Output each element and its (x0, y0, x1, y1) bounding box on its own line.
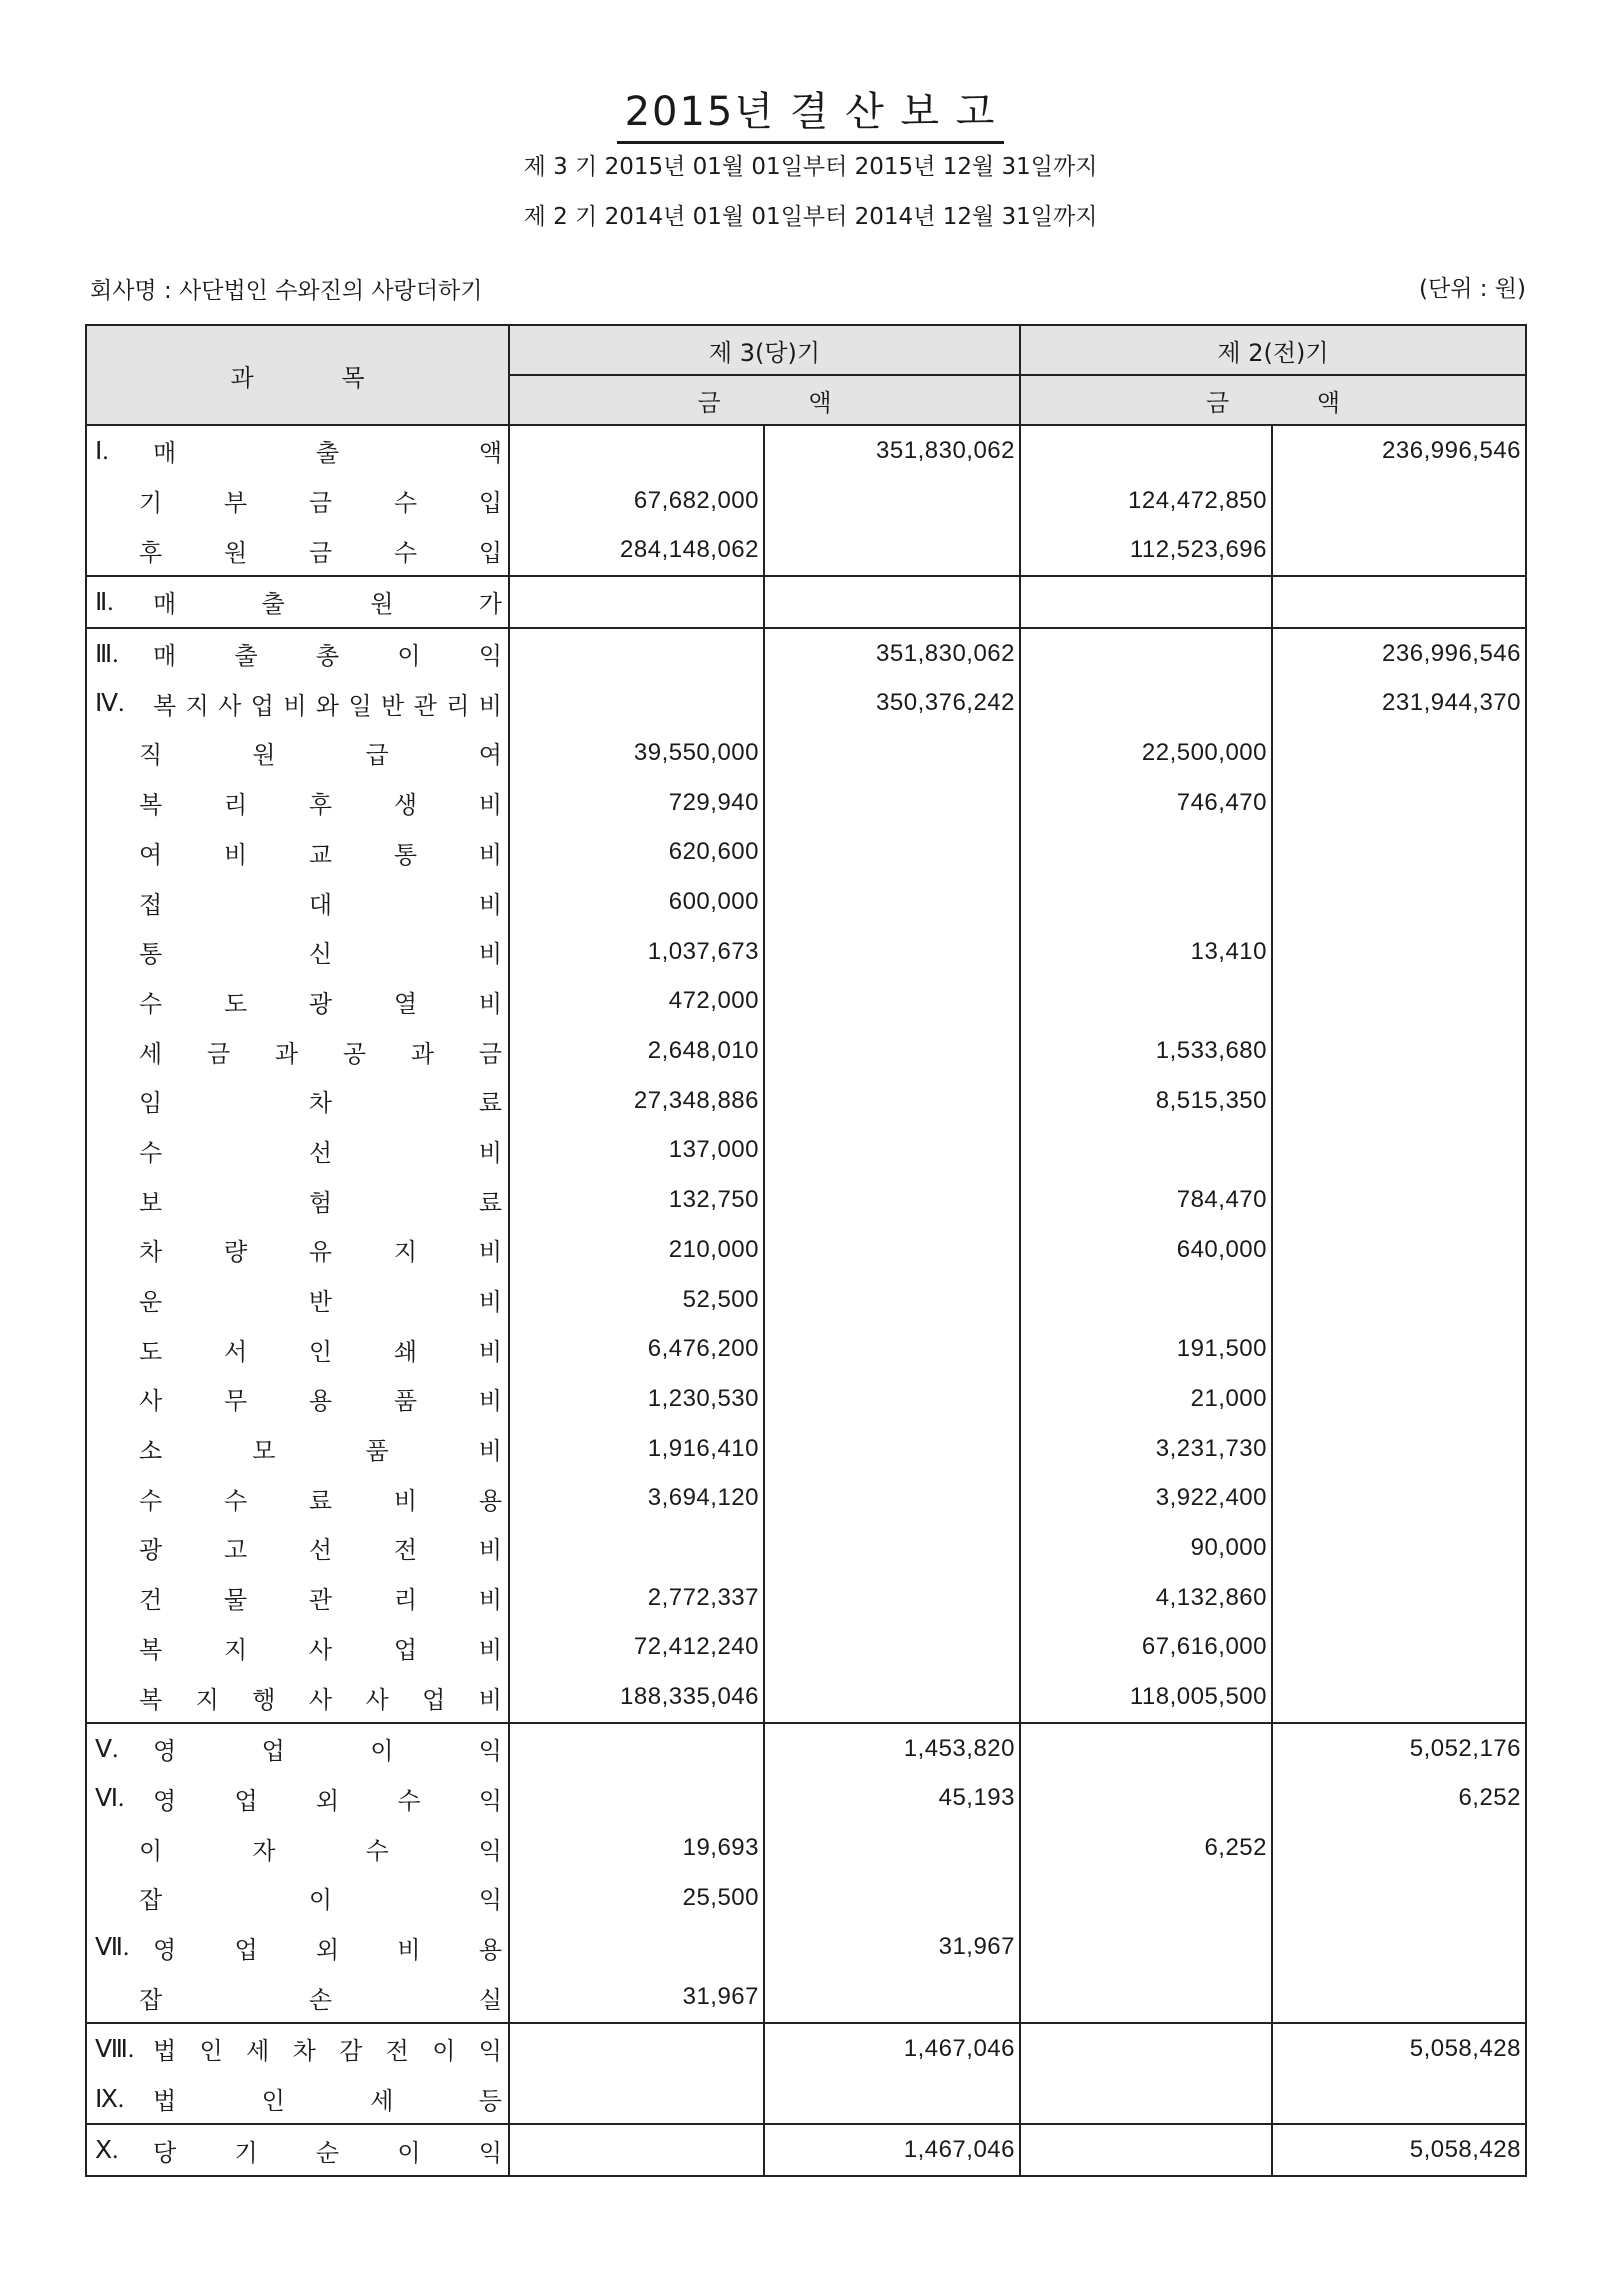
account-cell (86, 927, 509, 977)
account-name: 건 물 관 리 비 (139, 1586, 502, 1615)
current-detail-amount: 6,476,200 (509, 1324, 764, 1374)
section-numeral: Ⅶ. (95, 1934, 130, 1962)
current-total-amount: 1,467,046 (764, 2124, 1020, 2176)
account-name: 매 출 원 가 (153, 590, 502, 619)
prior-total-amount (1272, 525, 1526, 576)
current-total-amount (764, 2074, 1020, 2125)
current-total-amount (764, 828, 1020, 878)
current-detail-amount: 1,916,410 (509, 1424, 764, 1474)
section-numeral: Ⅱ. (95, 588, 114, 616)
prior-total-amount (1272, 1275, 1526, 1325)
table-row (86, 1873, 1526, 1923)
account-cell (86, 1026, 509, 1076)
prior-detail-amount (1020, 2124, 1272, 2176)
period-prior: 제 2 기 2014년 01월 01일부터 2014년 12월 31일까지 (523, 204, 1098, 230)
prior-total-amount (1272, 728, 1526, 778)
current-detail-amount: 52,500 (509, 1275, 764, 1325)
table-row (86, 2023, 1526, 2074)
account-name: 세 금 과 공 과 금 (139, 1039, 502, 1068)
table-row (86, 1972, 1526, 2023)
account-name: 후 원 금 수 입 (139, 538, 502, 567)
prior-total-amount (1272, 927, 1526, 977)
prior-detail-amount: 4,132,860 (1020, 1573, 1272, 1623)
table-row (86, 628, 1526, 679)
table-row (86, 1126, 1526, 1176)
current-total-amount: 351,830,062 (764, 425, 1020, 476)
prior-total-amount (1272, 977, 1526, 1027)
account-cell (86, 678, 509, 728)
prior-total-amount (1272, 1873, 1526, 1923)
account-cell (86, 1823, 509, 1873)
current-detail-amount: 39,550,000 (509, 728, 764, 778)
table-row (86, 828, 1526, 878)
section-numeral: Ⅳ. (95, 690, 125, 718)
prior-total-amount (1272, 1923, 1526, 1973)
prior-total-amount (1272, 1026, 1526, 1076)
prior-detail-amount: 3,922,400 (1020, 1473, 1272, 1523)
current-total-amount: 45,193 (764, 1774, 1020, 1824)
account-name: 보 험 료 (139, 1188, 502, 1217)
current-total-amount (764, 977, 1020, 1027)
account-cell (86, 1723, 509, 1774)
current-detail-amount (509, 576, 764, 628)
prior-detail-amount: 112,523,696 (1020, 525, 1272, 576)
current-total-amount (764, 1225, 1020, 1275)
prior-detail-amount (1020, 1275, 1272, 1325)
table-row (86, 2074, 1526, 2125)
table-row (86, 1275, 1526, 1325)
current-detail-amount: 1,230,530 (509, 1374, 764, 1424)
table-row (86, 1225, 1526, 1275)
table-row (86, 425, 1526, 476)
account-name: 기 부 금 수 입 (139, 489, 502, 518)
table-row (86, 1723, 1526, 1774)
account-name: 복 지 행 사 사 업 비 (139, 1685, 502, 1714)
current-detail-amount: 1,037,673 (509, 927, 764, 977)
prior-total-amount (1272, 476, 1526, 526)
account-name: 소 모 품 비 (139, 1437, 502, 1466)
account-name: 영 업 외 수 익 (153, 1786, 502, 1815)
prior-detail-amount (1020, 425, 1272, 476)
company-name: 회사명 : 사단법인 수와진의 사랑더하기 (90, 278, 483, 304)
prior-detail-amount (1020, 1972, 1272, 2023)
account-cell (86, 2023, 509, 2074)
current-detail-amount (509, 1723, 764, 1774)
account-cell (86, 1672, 509, 1723)
prior-total-amount (1272, 1972, 1526, 2023)
account-name: 여 비 교 통 비 (139, 840, 502, 869)
table-row (86, 1672, 1526, 1723)
current-total-amount (764, 1573, 1020, 1623)
table-row (86, 1573, 1526, 1623)
account-name: 차 량 유 지 비 (139, 1238, 502, 1267)
current-detail-amount: 132,750 (509, 1175, 764, 1225)
account-cell (86, 778, 509, 828)
account-cell (86, 1275, 509, 1325)
table-row (86, 1324, 1526, 1374)
prior-detail-amount (1020, 828, 1272, 878)
prior-total-amount (1272, 1573, 1526, 1623)
account-name: 매 출 액 (153, 439, 502, 468)
current-detail-amount: 620,600 (509, 828, 764, 878)
account-name: 직 원 급 여 (139, 741, 502, 770)
account-cell (86, 1623, 509, 1673)
current-total-amount (764, 1076, 1020, 1126)
table-row (86, 927, 1526, 977)
section-numeral: Ⅵ. (95, 1785, 125, 1813)
account-name: 잡 이 익 (139, 1886, 502, 1915)
account-name: 도 서 인 쇄 비 (139, 1337, 502, 1366)
prior-total-amount: 5,052,176 (1272, 1723, 1526, 1774)
unit-label: (단위 : 원) (1419, 276, 1526, 302)
prior-total-amount: 236,996,546 (1272, 628, 1526, 679)
account-cell (86, 476, 509, 526)
account-name: 광 고 선 전 비 (139, 1536, 502, 1565)
prior-total-amount (1272, 1623, 1526, 1673)
account-name: 복 리 후 생 비 (139, 791, 502, 820)
account-cell (86, 1774, 509, 1824)
current-detail-amount (509, 1774, 764, 1824)
current-total-amount (764, 1424, 1020, 1474)
current-detail-amount: 284,148,062 (509, 525, 764, 576)
prior-detail-amount (1020, 1774, 1272, 1824)
account-cell (86, 877, 509, 927)
prior-detail-amount: 124,472,850 (1020, 476, 1272, 526)
table-row (86, 877, 1526, 927)
account-name: 잡 손 실 (139, 1985, 502, 2014)
account-cell (86, 1076, 509, 1126)
current-detail-amount (509, 2023, 764, 2074)
current-total-amount (764, 1324, 1020, 1374)
account-cell (86, 1873, 509, 1923)
current-total-amount (764, 1873, 1020, 1923)
current-total-amount (764, 927, 1020, 977)
table-row (86, 678, 1526, 728)
header-account: 과 목 (86, 325, 509, 425)
current-detail-amount: 3,694,120 (509, 1473, 764, 1523)
prior-detail-amount: 1,533,680 (1020, 1026, 1272, 1076)
section-numeral: Ⅸ. (95, 2085, 125, 2113)
section-numeral: Ⅷ. (95, 2035, 135, 2063)
current-detail-amount: 729,940 (509, 778, 764, 828)
prior-total-amount (1272, 1225, 1526, 1275)
current-total-amount: 1,453,820 (764, 1723, 1020, 1774)
account-name: 법 인 세 차 감 전 이 익 (153, 2037, 502, 2066)
current-total-amount (764, 525, 1020, 576)
current-total-amount (764, 778, 1020, 828)
account-cell (86, 1175, 509, 1225)
table-row (86, 2124, 1526, 2176)
prior-detail-amount: 118,005,500 (1020, 1672, 1272, 1723)
current-detail-amount (509, 1923, 764, 1973)
account-name: 복 지 사 업 비 (139, 1635, 502, 1664)
prior-detail-amount: 6,252 (1020, 1823, 1272, 1873)
prior-detail-amount: 21,000 (1020, 1374, 1272, 1424)
prior-total-amount: 231,944,370 (1272, 678, 1526, 728)
table-row (86, 1076, 1526, 1126)
prior-detail-amount (1020, 678, 1272, 728)
header-prior-period: 제 2(전)기 (1020, 325, 1526, 375)
prior-total-amount (1272, 1823, 1526, 1873)
prior-total-amount: 5,058,428 (1272, 2023, 1526, 2074)
current-detail-amount (509, 678, 764, 728)
current-total-amount (764, 1623, 1020, 1673)
prior-detail-amount (1020, 877, 1272, 927)
current-total-amount (764, 877, 1020, 927)
current-total-amount (764, 1523, 1020, 1573)
account-name: 사 무 용 품 비 (139, 1387, 502, 1416)
account-cell (86, 1473, 509, 1523)
account-cell (86, 1126, 509, 1176)
account-name: 수 선 비 (139, 1138, 502, 1167)
prior-detail-amount: 784,470 (1020, 1175, 1272, 1225)
account-cell (86, 1374, 509, 1424)
account-name: 복 지 사 업 비 와 일 반 관 리 비 (153, 691, 502, 720)
table-row (86, 1923, 1526, 1973)
prior-total-amount (1272, 828, 1526, 878)
current-detail-amount (509, 628, 764, 679)
prior-detail-amount (1020, 576, 1272, 628)
account-cell (86, 576, 509, 628)
current-detail-amount: 188,335,046 (509, 1672, 764, 1723)
account-name: 수 수 료 비 용 (139, 1486, 502, 1515)
table-row (86, 525, 1526, 576)
current-total-amount (764, 1175, 1020, 1225)
current-detail-amount: 31,967 (509, 1972, 764, 2023)
prior-total-amount (1272, 1672, 1526, 1723)
account-name: 운 반 비 (139, 1288, 502, 1317)
account-cell (86, 728, 509, 778)
current-total-amount (764, 728, 1020, 778)
account-name: 이 자 수 익 (139, 1836, 502, 1865)
current-total-amount (764, 1672, 1020, 1723)
account-cell (86, 2124, 509, 2176)
prior-total-amount (1272, 1473, 1526, 1523)
current-detail-amount: 19,693 (509, 1823, 764, 1873)
table-row (86, 1523, 1526, 1573)
account-name: 임 차 료 (139, 1089, 502, 1118)
prior-total-amount (1272, 1374, 1526, 1424)
header-current-period: 제 3(당)기 (509, 325, 1020, 375)
table-row (86, 1823, 1526, 1873)
prior-total-amount (1272, 778, 1526, 828)
current-detail-amount: 67,682,000 (509, 476, 764, 526)
account-name: 매 출 총 이 익 (153, 642, 502, 671)
account-name: 수 도 광 열 비 (139, 989, 502, 1018)
prior-total-amount (1272, 2074, 1526, 2125)
account-cell (86, 1573, 509, 1623)
account-cell (86, 525, 509, 576)
prior-detail-amount (1020, 977, 1272, 1027)
prior-total-amount (1272, 1175, 1526, 1225)
section-numeral: Ⅹ. (95, 2137, 119, 2165)
current-total-amount (764, 1126, 1020, 1176)
section-numeral: Ⅴ. (95, 1735, 119, 1763)
account-cell (86, 1523, 509, 1573)
prior-detail-amount (1020, 2074, 1272, 2125)
account-cell (86, 1324, 509, 1374)
current-detail-amount: 600,000 (509, 877, 764, 927)
current-detail-amount (509, 1523, 764, 1573)
current-total-amount: 350,376,242 (764, 678, 1020, 728)
prior-total-amount (1272, 1076, 1526, 1126)
current-detail-amount: 2,648,010 (509, 1026, 764, 1076)
prior-total-amount (1272, 576, 1526, 628)
table-row (86, 1374, 1526, 1424)
header-current-amount: 금 액 (509, 375, 1020, 425)
prior-total-amount (1272, 877, 1526, 927)
prior-detail-amount (1020, 628, 1272, 679)
account-cell (86, 1225, 509, 1275)
prior-detail-amount (1020, 1723, 1272, 1774)
account-name: 통 신 비 (139, 940, 502, 969)
prior-detail-amount: 67,616,000 (1020, 1623, 1272, 1673)
account-cell (86, 828, 509, 878)
account-name: 영 업 이 익 (153, 1737, 502, 1766)
section-numeral: Ⅲ. (95, 640, 119, 668)
account-cell (86, 2074, 509, 2125)
table-row (86, 576, 1526, 628)
current-detail-amount: 210,000 (509, 1225, 764, 1275)
table-row (86, 778, 1526, 828)
current-total-amount (764, 1026, 1020, 1076)
account-name: 당 기 순 이 익 (153, 2138, 502, 2167)
prior-detail-amount: 90,000 (1020, 1523, 1272, 1573)
account-cell (86, 425, 509, 476)
current-detail-amount: 72,412,240 (509, 1623, 764, 1673)
current-detail-amount (509, 425, 764, 476)
table-row (86, 476, 1526, 526)
prior-detail-amount (1020, 1126, 1272, 1176)
current-total-amount (764, 476, 1020, 526)
account-cell (86, 1424, 509, 1474)
table-row (86, 1175, 1526, 1225)
income-statement-table (85, 324, 1527, 2177)
current-detail-amount: 472,000 (509, 977, 764, 1027)
current-detail-amount: 2,772,337 (509, 1573, 764, 1623)
prior-detail-amount: 13,410 (1020, 927, 1272, 977)
table-row (86, 1026, 1526, 1076)
account-name: 영 업 외 비 용 (153, 1935, 502, 1964)
current-detail-amount (509, 2124, 764, 2176)
current-detail-amount: 27,348,886 (509, 1076, 764, 1126)
account-cell (86, 1923, 509, 1973)
current-total-amount: 31,967 (764, 1923, 1020, 1973)
account-name: 접 대 비 (139, 890, 502, 919)
section-numeral: Ⅰ. (95, 437, 109, 465)
table-row (86, 1774, 1526, 1824)
table-row (86, 728, 1526, 778)
header-prior-amount: 금 액 (1020, 375, 1526, 425)
prior-total-amount (1272, 1424, 1526, 1474)
account-cell (86, 977, 509, 1027)
table-row (86, 1424, 1526, 1474)
current-total-amount (764, 576, 1020, 628)
prior-detail-amount: 746,470 (1020, 778, 1272, 828)
prior-total-amount (1272, 1126, 1526, 1176)
current-total-amount: 1,467,046 (764, 2023, 1020, 2074)
prior-total-amount: 5,058,428 (1272, 2124, 1526, 2176)
table-row (86, 1623, 1526, 1673)
prior-detail-amount (1020, 2023, 1272, 2074)
current-detail-amount: 25,500 (509, 1873, 764, 1923)
prior-total-amount (1272, 1523, 1526, 1573)
prior-detail-amount (1020, 1873, 1272, 1923)
current-total-amount (764, 1275, 1020, 1325)
prior-detail-amount (1020, 1923, 1272, 1973)
current-total-amount (764, 1972, 1020, 2023)
prior-detail-amount: 22,500,000 (1020, 728, 1272, 778)
current-total-amount (764, 1374, 1020, 1424)
current-total-amount (764, 1823, 1020, 1873)
prior-total-amount: 6,252 (1272, 1774, 1526, 1824)
table-row (86, 977, 1526, 1027)
prior-detail-amount: 3,231,730 (1020, 1424, 1272, 1474)
prior-total-amount: 236,996,546 (1272, 425, 1526, 476)
account-name: 법 인 세 등 (153, 2087, 502, 2116)
report-title: 2015년 결 산 보 고 (0, 80, 1621, 144)
current-total-amount (764, 1473, 1020, 1523)
account-cell (86, 628, 509, 679)
table-row (86, 1473, 1526, 1523)
prior-detail-amount: 8,515,350 (1020, 1076, 1272, 1126)
period-current: 제 3 기 2015년 01월 01일부터 2015년 12월 31일까지 (523, 154, 1098, 180)
account-cell (86, 1972, 509, 2023)
prior-detail-amount: 191,500 (1020, 1324, 1272, 1374)
prior-detail-amount: 640,000 (1020, 1225, 1272, 1275)
current-detail-amount: 137,000 (509, 1126, 764, 1176)
prior-total-amount (1272, 1324, 1526, 1374)
current-total-amount: 351,830,062 (764, 628, 1020, 679)
current-detail-amount (509, 2074, 764, 2125)
